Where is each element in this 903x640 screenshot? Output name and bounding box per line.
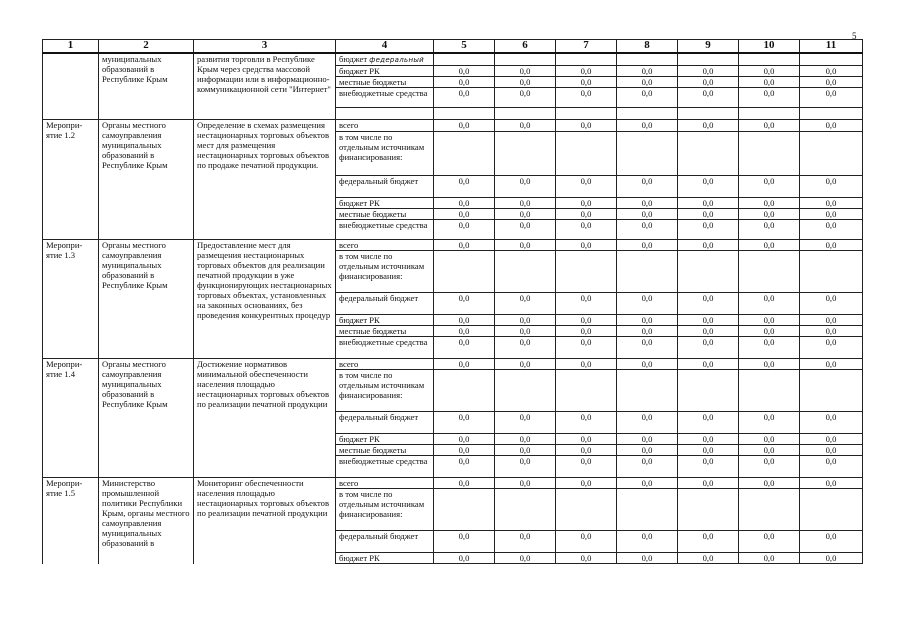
page-number: 5 <box>852 31 857 41</box>
value-cell: 0,0 <box>800 531 863 553</box>
value-cell <box>800 108 863 120</box>
source-label: федеральный бюджет <box>336 176 434 198</box>
value-cell: 0,0 <box>800 220 863 240</box>
value-cell: 0,0 <box>434 553 495 564</box>
source-label: в том числе по отдельным источникам финансирования: <box>336 370 434 412</box>
value-cell: 0,0 <box>434 293 495 315</box>
source-label <box>336 53 434 66</box>
value-cell: 0,0 <box>617 209 678 220</box>
value-cell: 0,0 <box>739 412 800 434</box>
value-cell: 0,0 <box>617 456 678 478</box>
value-cell: 0,0 <box>434 326 495 337</box>
value-cell: 0,0 <box>739 553 800 564</box>
responsible-executor: муниципальных образований в Республике Крым <box>99 53 194 120</box>
value-cell: 0,0 <box>678 315 739 326</box>
source-label: бюджет РК <box>336 198 434 209</box>
value-cell <box>495 108 556 120</box>
value-cell: 0,0 <box>434 198 495 209</box>
value-cell: 0,0 <box>800 198 863 209</box>
source-label: местные бюджеты <box>336 209 434 220</box>
value-cell <box>617 251 678 293</box>
value-cell: 0,0 <box>556 434 617 445</box>
value-cell: 0,0 <box>434 120 495 132</box>
value-cell <box>678 251 739 293</box>
value-cell: 0,0 <box>495 478 556 489</box>
value-cell: 0,0 <box>617 77 678 88</box>
source-label: внебюджетные средства <box>336 88 434 108</box>
value-cell: 0,0 <box>495 456 556 478</box>
value-cell <box>434 108 495 120</box>
value-cell: 0,0 <box>434 531 495 553</box>
source-label: всего <box>336 240 434 251</box>
value-cell: 0,0 <box>617 88 678 108</box>
col-header: 4 <box>336 40 434 54</box>
value-cell: 0,0 <box>800 66 863 77</box>
value-cell: 0,0 <box>434 209 495 220</box>
source-label: внебюджетные средства <box>336 456 434 478</box>
value-cell: 0,0 <box>678 359 739 370</box>
value-cell <box>495 251 556 293</box>
value-cell: 0,0 <box>678 553 739 564</box>
value-cell: 0,0 <box>800 88 863 108</box>
value-cell: 0,0 <box>739 445 800 456</box>
value-cell: 0,0 <box>556 326 617 337</box>
measure-description: Предоставление мест для размещения нестационарных торговых объектов для реализации печатной продукции в уже функционирующих нестационарных торговых объектах, установленных на законных основаниях, без проведения конкурентных процедур <box>194 240 336 359</box>
value-cell: 0,0 <box>739 209 800 220</box>
value-cell: 0,0 <box>800 77 863 88</box>
measure-description: развития торговли в Республике Крым через средства массовой информации или в информационно-коммуникационной сети "Интернет" <box>194 53 336 120</box>
value-cell: 0,0 <box>556 220 617 240</box>
value-cell: 0,0 <box>434 412 495 434</box>
value-cell: 0,0 <box>617 445 678 456</box>
value-cell: 0,0 <box>556 531 617 553</box>
value-cell: 0,0 <box>556 553 617 564</box>
value-cell: 0,0 <box>617 553 678 564</box>
source-label: бюджет РК <box>336 315 434 326</box>
value-cell: 0,0 <box>678 293 739 315</box>
value-cell: 0,0 <box>678 198 739 209</box>
value-cell: 0,0 <box>556 445 617 456</box>
value-cell: 0,0 <box>495 209 556 220</box>
source-label: местные бюджеты <box>336 77 434 88</box>
col-header: 9 <box>678 40 739 54</box>
table-row <box>43 53 863 66</box>
value-cell: 0,0 <box>739 359 800 370</box>
value-cell: 0,0 <box>800 176 863 198</box>
value-cell <box>617 132 678 176</box>
value-cell: 0,0 <box>739 315 800 326</box>
value-cell: 0,0 <box>495 337 556 359</box>
value-cell: 0,0 <box>434 445 495 456</box>
value-cell: 0,0 <box>739 88 800 108</box>
value-cell <box>800 370 863 412</box>
value-cell <box>739 251 800 293</box>
handwritten-note: федеральный <box>369 56 425 64</box>
value-cell: 0,0 <box>495 412 556 434</box>
value-cell <box>617 370 678 412</box>
value-cell: 0,0 <box>495 88 556 108</box>
value-cell <box>739 108 800 120</box>
col-header: 5 <box>434 40 495 54</box>
source-label: всего <box>336 120 434 132</box>
value-cell: 0,0 <box>495 240 556 251</box>
value-cell: 0,0 <box>556 209 617 220</box>
budget-label: бюджет <box>339 54 368 64</box>
value-cell: 0,0 <box>556 456 617 478</box>
value-cell: 0,0 <box>495 445 556 456</box>
value-cell <box>678 489 739 531</box>
value-cell: 0,0 <box>495 326 556 337</box>
col-header: 2 <box>99 40 194 54</box>
source-label: бюджет РК <box>336 66 434 77</box>
value-cell: 0,0 <box>739 326 800 337</box>
measure-id: Меропри-ятие 1.4 <box>43 359 99 478</box>
value-cell: 0,0 <box>495 315 556 326</box>
value-cell: 0,0 <box>495 77 556 88</box>
col-header: 3 <box>194 40 336 54</box>
value-cell: 0,0 <box>617 434 678 445</box>
col-header: 1 <box>43 40 99 54</box>
value-cell: 0,0 <box>434 337 495 359</box>
value-cell: 0,0 <box>617 478 678 489</box>
value-cell: 0,0 <box>800 326 863 337</box>
value-cell: 0,0 <box>739 531 800 553</box>
source-label: федеральный бюджет <box>336 412 434 434</box>
value-cell: 0,0 <box>617 176 678 198</box>
value-cell: 0,0 <box>678 88 739 108</box>
responsible-executor: Органы местного самоуправления муниципальных образований в Республике Крым <box>99 240 194 359</box>
source-label: местные бюджеты <box>336 326 434 337</box>
value-cell <box>434 251 495 293</box>
value-cell <box>495 132 556 176</box>
value-cell: 0,0 <box>617 359 678 370</box>
value-cell: 0,0 <box>800 337 863 359</box>
value-cell: 0,0 <box>739 434 800 445</box>
value-cell: 0,0 <box>556 412 617 434</box>
value-cell: 0,0 <box>434 359 495 370</box>
value-cell: 0,0 <box>556 359 617 370</box>
value-cell: 0,0 <box>678 531 739 553</box>
source-label: внебюджетные средства <box>336 337 434 359</box>
value-cell: 0,0 <box>739 66 800 77</box>
measure-id: Меропри-ятие 1.3 <box>43 240 99 359</box>
source-label: в том числе по отдельным источникам финансирования: <box>336 489 434 531</box>
value-cell: 0,0 <box>495 198 556 209</box>
value-cell: 0,0 <box>800 478 863 489</box>
value-cell <box>739 53 800 66</box>
table-row <box>43 240 863 251</box>
col-header: 8 <box>617 40 678 54</box>
value-cell: 0,0 <box>556 88 617 108</box>
value-cell: 0,0 <box>739 77 800 88</box>
value-cell <box>678 108 739 120</box>
value-cell <box>434 370 495 412</box>
responsible-executor: Министерство промышленной политики Республики Крым, органы местного самоуправления муниципальных образований в <box>99 478 194 564</box>
value-cell: 0,0 <box>434 434 495 445</box>
value-cell: 0,0 <box>678 120 739 132</box>
value-cell <box>739 132 800 176</box>
value-cell <box>495 489 556 531</box>
source-label: бюджет РК <box>336 434 434 445</box>
value-cell: 0,0 <box>739 337 800 359</box>
value-cell: 0,0 <box>617 315 678 326</box>
value-cell: 0,0 <box>678 434 739 445</box>
value-cell: 0,0 <box>800 434 863 445</box>
value-cell: 0,0 <box>556 293 617 315</box>
value-cell: 0,0 <box>556 77 617 88</box>
value-cell <box>495 370 556 412</box>
value-cell: 0,0 <box>434 456 495 478</box>
value-cell: 0,0 <box>556 240 617 251</box>
source-label: местные бюджеты <box>336 445 434 456</box>
budget-table <box>42 39 863 564</box>
value-cell: 0,0 <box>678 220 739 240</box>
value-cell: 0,0 <box>617 412 678 434</box>
value-cell: 0,0 <box>556 176 617 198</box>
value-cell <box>800 132 863 176</box>
value-cell: 0,0 <box>800 412 863 434</box>
value-cell: 0,0 <box>617 337 678 359</box>
value-cell: 0,0 <box>800 240 863 251</box>
value-cell: 0,0 <box>434 176 495 198</box>
value-cell: 0,0 <box>556 66 617 77</box>
header-row <box>43 40 863 54</box>
value-cell: 0,0 <box>678 337 739 359</box>
col-header: 11 <box>800 40 863 54</box>
value-cell: 0,0 <box>800 293 863 315</box>
value-cell: 0,0 <box>739 176 800 198</box>
value-cell: 0,0 <box>617 220 678 240</box>
source-label: бюджет РК <box>336 553 434 564</box>
value-cell <box>739 370 800 412</box>
value-cell <box>739 489 800 531</box>
value-cell: 0,0 <box>678 412 739 434</box>
value-cell: 0,0 <box>495 531 556 553</box>
value-cell: 0,0 <box>556 478 617 489</box>
measure-id: Меропри-ятие 1.5 <box>43 478 99 564</box>
value-cell: 0,0 <box>800 209 863 220</box>
value-cell <box>556 251 617 293</box>
measure-id: Меропри-ятие 1.2 <box>43 120 99 240</box>
value-cell: 0,0 <box>617 198 678 209</box>
value-cell: 0,0 <box>739 456 800 478</box>
responsible-executor: Органы местного самоуправления муниципальных образований в Республике Крым <box>99 120 194 240</box>
col-header: 10 <box>739 40 800 54</box>
value-cell: 0,0 <box>800 445 863 456</box>
value-cell: 0,0 <box>739 220 800 240</box>
value-cell: 0,0 <box>739 240 800 251</box>
source-label: всего <box>336 478 434 489</box>
value-cell: 0,0 <box>434 220 495 240</box>
measure-description: Достижение нормативов минимальной обеспеченности населения площадью нестационарных торговых объектов по реализации печатной продукции <box>194 359 336 478</box>
value-cell <box>800 53 863 66</box>
value-cell: 0,0 <box>495 66 556 77</box>
value-cell: 0,0 <box>800 553 863 564</box>
value-cell: 0,0 <box>739 293 800 315</box>
value-cell <box>617 489 678 531</box>
value-cell <box>556 489 617 531</box>
value-cell: 0,0 <box>434 66 495 77</box>
value-cell: 0,0 <box>678 478 739 489</box>
value-cell <box>800 251 863 293</box>
value-cell: 0,0 <box>678 66 739 77</box>
source-label: всего <box>336 359 434 370</box>
col-header: 7 <box>556 40 617 54</box>
value-cell: 0,0 <box>678 209 739 220</box>
value-cell: 0,0 <box>617 120 678 132</box>
value-cell <box>556 108 617 120</box>
value-cell: 0,0 <box>556 337 617 359</box>
responsible-executor: Органы местного самоуправления муниципальных образований в Республике Крым <box>99 359 194 478</box>
value-cell: 0,0 <box>495 220 556 240</box>
value-cell <box>556 370 617 412</box>
value-cell <box>556 132 617 176</box>
value-cell: 0,0 <box>556 198 617 209</box>
value-cell <box>678 370 739 412</box>
value-cell <box>434 132 495 176</box>
table-row <box>43 478 863 489</box>
value-cell: 0,0 <box>678 445 739 456</box>
value-cell: 0,0 <box>434 240 495 251</box>
value-cell: 0,0 <box>434 315 495 326</box>
source-label: в том числе по отдельным источникам финансирования: <box>336 251 434 293</box>
value-cell: 0,0 <box>495 434 556 445</box>
table-row <box>43 120 863 132</box>
value-cell: 0,0 <box>678 326 739 337</box>
value-cell: 0,0 <box>495 176 556 198</box>
value-cell: 0,0 <box>739 120 800 132</box>
value-cell: 0,0 <box>617 66 678 77</box>
value-cell: 0,0 <box>495 359 556 370</box>
value-cell: 0,0 <box>617 240 678 251</box>
value-cell: 0,0 <box>800 315 863 326</box>
value-cell <box>556 53 617 66</box>
value-cell: 0,0 <box>800 359 863 370</box>
value-cell <box>434 53 495 66</box>
value-cell: 0,0 <box>495 120 556 132</box>
value-cell <box>495 53 556 66</box>
value-cell: 0,0 <box>617 293 678 315</box>
table-row <box>43 359 863 370</box>
value-cell: 0,0 <box>617 531 678 553</box>
source-label <box>336 108 434 120</box>
value-cell: 0,0 <box>678 176 739 198</box>
value-cell: 0,0 <box>800 456 863 478</box>
value-cell: 0,0 <box>495 553 556 564</box>
measure-description: Определение в схемах размещения нестационарных торговых объектов мест для размещения нестационарных торговых объектов по продаже печатной продукции. <box>194 120 336 240</box>
value-cell <box>617 53 678 66</box>
value-cell: 0,0 <box>678 240 739 251</box>
value-cell <box>678 132 739 176</box>
value-cell: 0,0 <box>495 293 556 315</box>
value-cell: 0,0 <box>434 77 495 88</box>
value-cell: 0,0 <box>800 120 863 132</box>
value-cell: 0,0 <box>617 326 678 337</box>
value-cell: 0,0 <box>739 478 800 489</box>
source-label: федеральный бюджет <box>336 293 434 315</box>
value-cell: 0,0 <box>678 456 739 478</box>
value-cell: 0,0 <box>434 478 495 489</box>
value-cell: 0,0 <box>678 77 739 88</box>
value-cell <box>678 53 739 66</box>
value-cell <box>617 108 678 120</box>
source-label: федеральный бюджет <box>336 531 434 553</box>
source-label: внебюджетные средства <box>336 220 434 240</box>
measure-id <box>43 53 99 120</box>
value-cell <box>434 489 495 531</box>
value-cell <box>800 489 863 531</box>
source-label: в том числе по отдельным источникам финансирования: <box>336 132 434 176</box>
measure-description: Мониторинг обеспеченности населения площадью нестационарных торговых объектов по реализации печатной продукции <box>194 478 336 564</box>
value-cell: 0,0 <box>434 88 495 108</box>
value-cell: 0,0 <box>556 120 617 132</box>
value-cell: 0,0 <box>739 198 800 209</box>
col-header: 6 <box>495 40 556 54</box>
value-cell: 0,0 <box>556 315 617 326</box>
